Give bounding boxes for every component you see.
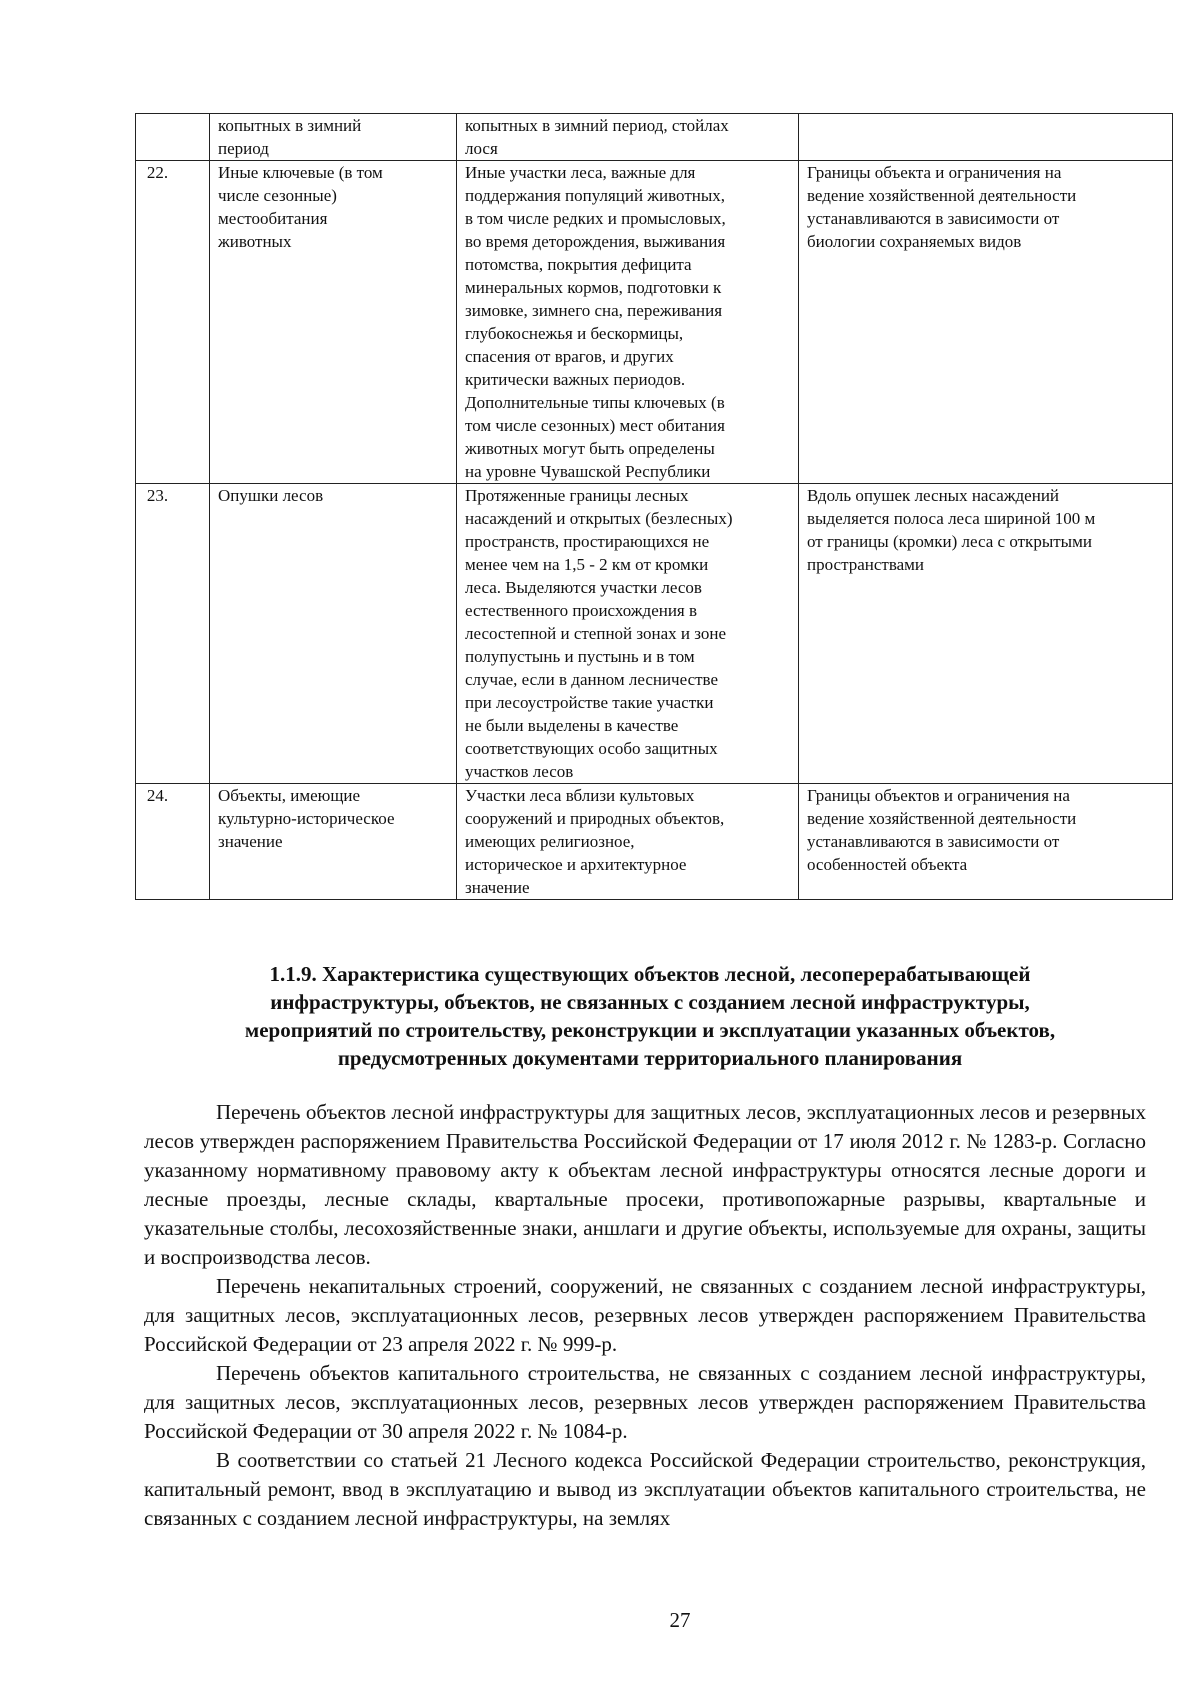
paragraph: Перечень некапитальных строений, сооружений, не связанных с созданием лесной инфраструктуры, для защитных лесов, эксплуатационных лесов, резервных лесов утвержден распоряжением Правительства Российской Федерации от 23 апреля 2022 г. № 999-р. — [144, 1274, 1146, 1356]
page-number: 27 — [669, 1608, 691, 1632]
area-regime: Границы объектов и ограничения на ведение хозяйственной деятельности устанавливаются в зависимости от особенностей объекта — [799, 784, 1173, 900]
area-name: Объекты, имеющие культурно-историческое значение — [210, 784, 457, 900]
area-description: Протяженные границы лесных насаждений и открытых (безлесных) пространств, простирающихся не менее чем на 1,5 - 2 км от кромки леса. Выделяются участки лесов естественного происхождения в лесостепной и степной зонах и зоне полупустынь и пустынь и в том случае, если в данном лесничестве при лесоустройстве такие участки не были выделены в качестве соответствующих особо защитных участков лесов — [457, 484, 799, 784]
paragraph: В соответствии со статьей 21 Лесного кодекса Российской Федерации строительство, реконструкция, капитальный ремонт, ввод в эксплуатацию и вывод из эксплуатации объектов капитального строительства, не связанных с созданием лесной инфраструктуры, на землях — [144, 1448, 1146, 1530]
area-regime: Границы объекта и ограничения на ведение хозяйственной деятельности устанавливаются в зависимости от биологии сохраняемых видов — [799, 161, 1173, 484]
paragraph: Перечень объектов капитального строительства, не связанных с созданием лесной инфраструктуры, для защитных лесов, эксплуатационных лесов, резервных лесов утвержден распоряжением Правительства Российской Федерации от 30 апреля 2022 г. № 1084-р. — [144, 1361, 1146, 1443]
area-name: Опушки лесов — [210, 484, 457, 784]
area-name: копытных в зимний период — [210, 114, 457, 161]
area-description: Иные участки леса, важные для поддержания популяций животных, в том числе редких и промысловых, во время деторождения, выживания потомства, покрытия дефицита минеральных кормов, подготовки к зимовке, зимнего сна, переживания глубокоснежья и бескормицы, спасения от врагов, и других критически важных периодов. Дополнительные типы ключевых (в том числе сезонных) мест обитания животных могут быть определены на уровне Чувашской Республики — [457, 161, 799, 484]
row-number — [136, 114, 210, 161]
table-row — [136, 161, 1173, 484]
paragraph: Перечень объектов лесной инфраструктуры для защитных лесов, эксплуатационных лесов и резервных лесов утвержден распоряжением Правительства Российской Федерации от 17 июля 2012 г. № 1283-р. Согласно указанному нормативному правовому акту к объектам лесной инфраструктуры относятся лесные дороги и лесные проезды, лесные склады, квартальные просеки, противопожарные разрывы, квартальные и указательные столбы, лесохозяйственные знаки, аншлаги и другие объекты, используемые для охраны, защиты и воспроизводства лесов. — [144, 1100, 1146, 1269]
forest-areas-table — [135, 113, 1173, 900]
body-text — [144, 1098, 1146, 1533]
area-description: копытных в зимний период, стойлах лося — [457, 114, 799, 161]
heading-line: предусмотренных документами территориального планирования — [337, 1046, 963, 1070]
table-row — [136, 784, 1173, 900]
area-regime: Вдоль опушек лесных насаждений выделяется полоса леса шириной 100 м от границы (кромки) леса с открытыми пространствами — [799, 484, 1173, 784]
table-row — [136, 114, 1173, 161]
area-regime — [799, 114, 1173, 161]
heading-line: инфраструктуры, объектов, не связанных с созданием лесной инфраструктуры, — [270, 990, 1030, 1014]
section-heading — [150, 960, 1150, 1072]
area-description: Участки леса вблизи культовых сооружений и природных объектов, имеющих религиозное, историческое и архитектурное значение — [457, 784, 799, 900]
area-name: Иные ключевые (в том числе сезонные) местообитания животных — [210, 161, 457, 484]
heading-line: 1.1.9. Характеристика существующих объектов лесной, лесоперерабатывающей — [269, 962, 1031, 986]
table-row — [136, 484, 1173, 784]
row-number: 24. — [136, 784, 210, 900]
heading-line: мероприятий по строительству, реконструкции и эксплуатации указанных объектов, — [244, 1018, 1056, 1042]
row-number: 22. — [136, 161, 210, 484]
row-number: 23. — [136, 484, 210, 784]
